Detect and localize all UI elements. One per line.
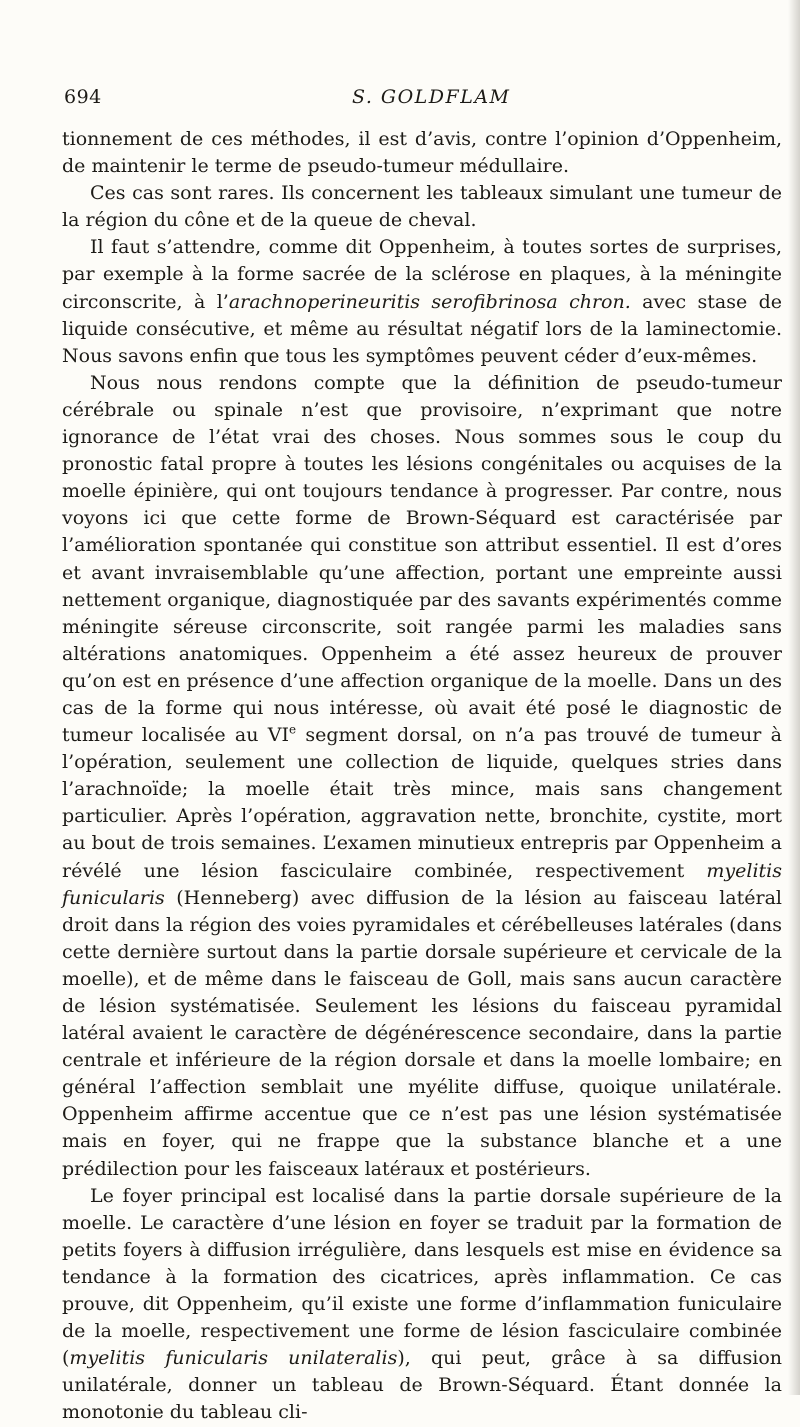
paragraph-4-text-b: segment dorsal, on n’a pas trouvé de tumeur à l’opération, seulement une collection de liquide, quelques stries dans l’arachnoïde; la moelle était très mince, mais sans changement particulier. Après l’opération, aggravation nette, bronchite, cystite, mort au bout de trois semaines. L’examen minutieux entrepris par Oppenheim a révélé une lésion fasciculaire combinée, respectivement bbox=[62, 724, 782, 882]
paragraph-4-italic: myelitis funicularis bbox=[62, 859, 782, 909]
paragraph-5-text-a: Le foyer principal est localisé dans la partie dorsale supérieure de la moelle. Le caractère d’une lésion en foyer se traduit par la formation de petits foyers à diffusion irrégulière, dans lesquels est mise en évidence sa tendance à la formation des cicatrices, après inflammation. Ce cas prouve, dit Oppenheim, qu’il existe une forme d’inflammation funiculaire de la moelle, respectivement une forme de lésion fasciculaire combinée ( bbox=[62, 1184, 782, 1370]
paragraph-3-text-a: Il faut s’attendre, comme dit Oppenheim, à toutes sortes de surprises, par exemple à la forme sacrée de la sclérose en plaques, à la méningite circonscrite, à l’ bbox=[62, 236, 782, 313]
paragraph-3-text-b: avec stase de liquide consécutive, et même au résultat négatif lors de la laminectomie. Nous savons enfin que tous les symptômes peuvent céder d’eux-mêmes. bbox=[62, 290, 782, 367]
paragraph-1 bbox=[62, 126, 782, 180]
paragraph-5-text-b: ), qui peut, grâce à sa diffusion unilatérale, donner un tableau de Brown-Séquard. Étant donnée la monotonie du tableau cli- bbox=[62, 1347, 782, 1424]
book-page bbox=[62, 0, 788, 1424]
paragraph-3 bbox=[62, 234, 782, 369]
paragraph-4-text-a: Nous nous rendons compte que la définition de pseudo-tumeur cérébrale ou spinale n’est que provisoire, n’exprimant que notre ignorance de l’état vrai des choses. Nous sommes sous le coup du pronostic fatal propre à toutes les lésions congénitales ou acquises de la moelle épinière, qui ont toujours tendance à progresser. Par contre, nous voyons ici que cette forme de Brown-Séquard est caractérisée par l’amélioration spontanée qui constitue son attribut essentiel. Il est d’ores et avant invraisemblable qu’une affection, portant une empreinte aussi nettement organique, diagnostiquée par des savants expérimentés comme méningite séreuse circonscrite, soit rangée parmi les maladies sans altérations anatomiques. Oppenheim a été assez heureux de prouver qu’on est en présence d’une affection organique de la moelle. Dans un des cas de la forme qui nous intéresse, où avait été posé le diagnostic de tumeur localisée au VI bbox=[62, 371, 782, 747]
paragraph-4-superscript: e bbox=[289, 722, 297, 737]
body-text bbox=[62, 126, 782, 1427]
paragraph-4-text-c: (Henneberg) avec diffusion de la lésion au faisceau latéral droit dans la région des voies pyramidales et cérébelleuses latérales (dans cette dernière surtout dans la partie dorsale supérieure et cervicale de la moelle), et de même dans le faisceau de Goll, mais sans aucun caractère de lésion systématisée. Seulement les lésions du faisceau pyramidal latéral avaient le caractère de dégénérescence secondaire, dans la partie centrale et inférieure de la région dorsale et dans la moelle lombaire; en général l’affection semblait une myélite diffuse, quoique unilatérale. Oppenheim affirme accentue que ce n’est pas une lésion systématisée mais en foyer, qui ne frappe que la substance blanche et a une prédilection pour les faisceaux latéraux et postérieurs. bbox=[62, 886, 782, 1180]
paragraph-2-text: Ces cas sont rares. Ils concernent les tableaux simulant une tumeur de la région du cône et de la queue de cheval. bbox=[62, 182, 782, 232]
page-edge-shadow bbox=[788, 0, 800, 1395]
page-number: 694 bbox=[64, 86, 102, 108]
running-head bbox=[62, 86, 788, 112]
paragraph-2 bbox=[62, 180, 782, 234]
paragraph-4 bbox=[62, 370, 782, 1183]
paragraph-5 bbox=[62, 1183, 782, 1427]
paragraph-1-text: tionnement de ces méthodes, il est d’avis, contre l’opinion d’Oppenheim, de maintenir le terme de pseudo-tumeur médullaire. bbox=[62, 128, 782, 178]
paragraph-5-italic: myelitis funicularis unilateralis bbox=[69, 1347, 398, 1370]
running-title: S. GOLDFLAM bbox=[352, 86, 511, 108]
paragraph-3-italic: arachnoperineuritis serofibrinosa chron. bbox=[228, 290, 631, 313]
